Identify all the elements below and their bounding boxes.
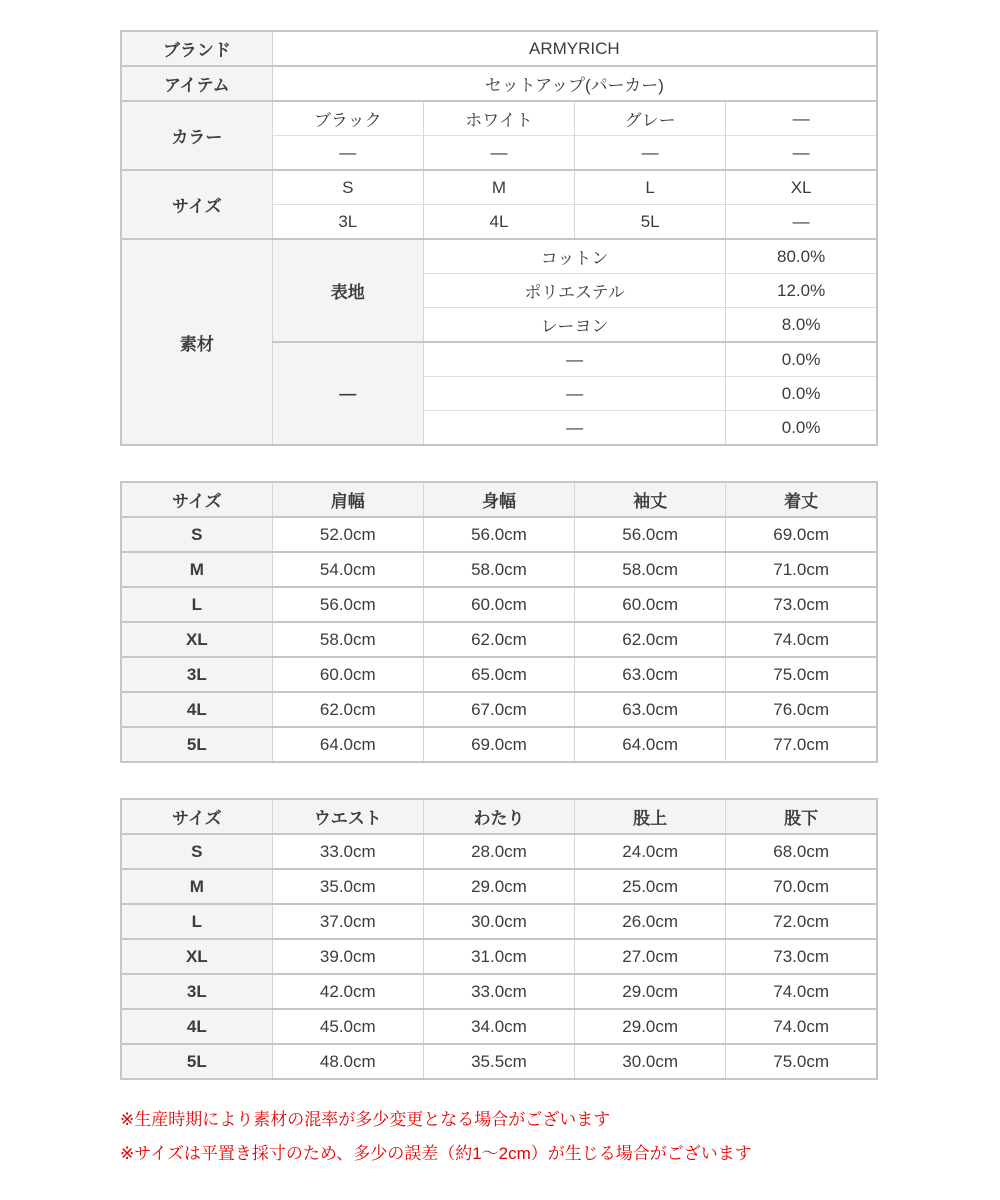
measurement-cell: 58.0cm <box>272 622 423 657</box>
measurement-cell: 62.0cm <box>423 622 574 657</box>
measurement-cell: 33.0cm <box>272 834 423 869</box>
size-row-header: S <box>121 517 272 552</box>
item-label: アイテム <box>121 66 272 101</box>
measurement-cell: 34.0cm <box>423 1009 574 1044</box>
column-header: 肩幅 <box>272 482 423 517</box>
table-row <box>121 1009 877 1044</box>
size-row-header: L <box>121 587 272 622</box>
measurement-cell: 67.0cm <box>423 692 574 727</box>
measurement-cell: 54.0cm <box>272 552 423 587</box>
measurement-cell: 42.0cm <box>272 974 423 1009</box>
measurement-cell: 64.0cm <box>272 727 423 762</box>
measurement-cell: 75.0cm <box>726 657 877 692</box>
measurement-cell: 77.0cm <box>726 727 877 762</box>
measurement-tolerance-note: ※サイズは平置き採寸のため、多少の誤差（約1〜2cm）が生じる場合がございます <box>120 1144 752 1163</box>
brand-value: ARMYRICH <box>272 31 877 66</box>
color-cell: ホワイト <box>423 101 574 136</box>
measurement-cell: 27.0cm <box>575 939 726 974</box>
color-cell: — <box>423 136 574 171</box>
table-row <box>121 657 877 692</box>
measurement-cell: 63.0cm <box>575 692 726 727</box>
table-row <box>121 939 877 974</box>
table-row <box>121 552 877 587</box>
table-row <box>121 517 877 552</box>
size-row-header: L <box>121 904 272 939</box>
table-row <box>121 974 877 1009</box>
table-row <box>121 587 877 622</box>
table-row <box>121 31 877 66</box>
material-name-cell: — <box>423 377 725 411</box>
size-cell: L <box>575 170 726 205</box>
size-label: サイズ <box>121 170 272 239</box>
brand-label: ブランド <box>121 31 272 66</box>
measurement-cell: 29.0cm <box>575 974 726 1009</box>
table-row <box>121 1044 877 1079</box>
material-group-label: 表地 <box>272 239 423 342</box>
measurement-cell: 35.5cm <box>423 1044 574 1079</box>
table-header-row <box>121 482 877 517</box>
size-row-header: M <box>121 869 272 904</box>
size-row-header: 4L <box>121 1009 272 1044</box>
size-row-header: S <box>121 834 272 869</box>
column-header: 着丈 <box>726 482 877 517</box>
size-cell: S <box>272 170 423 205</box>
size-row-header: 4L <box>121 692 272 727</box>
measurement-cell: 64.0cm <box>575 727 726 762</box>
color-cell: — <box>272 136 423 171</box>
measurement-cell: 52.0cm <box>272 517 423 552</box>
measurement-cell: 69.0cm <box>726 517 877 552</box>
item-value: セットアップ(パーカー) <box>272 66 877 101</box>
measurement-cell: 25.0cm <box>575 869 726 904</box>
measurement-cell: 75.0cm <box>726 1044 877 1079</box>
color-cell: — <box>726 101 877 136</box>
measurement-cell: 31.0cm <box>423 939 574 974</box>
measurement-cell: 71.0cm <box>726 552 877 587</box>
size-row-header: M <box>121 552 272 587</box>
table-row <box>121 727 877 762</box>
measurement-cell: 45.0cm <box>272 1009 423 1044</box>
measurement-cell: 70.0cm <box>726 869 877 904</box>
measurement-cell: 58.0cm <box>423 552 574 587</box>
column-header: サイズ <box>121 799 272 834</box>
measurement-cell: 56.0cm <box>575 517 726 552</box>
measurement-cell: 60.0cm <box>423 587 574 622</box>
material-pct-cell: 0.0% <box>726 377 877 411</box>
material-label: 素材 <box>121 239 272 445</box>
material-name-cell: レーヨン <box>423 308 725 343</box>
color-label: カラー <box>121 101 272 170</box>
size-cell: XL <box>726 170 877 205</box>
measurement-cell: 65.0cm <box>423 657 574 692</box>
measurement-cell: 33.0cm <box>423 974 574 1009</box>
measurement-cell: 56.0cm <box>423 517 574 552</box>
measurement-cell: 48.0cm <box>272 1044 423 1079</box>
product-spec-table <box>120 30 878 446</box>
color-cell: ブラック <box>272 101 423 136</box>
column-header: 股下 <box>726 799 877 834</box>
color-cell: — <box>575 136 726 171</box>
size-cell: 5L <box>575 205 726 240</box>
material-name-cell: コットン <box>423 239 725 274</box>
measurement-cell: 69.0cm <box>423 727 574 762</box>
table-row <box>121 904 877 939</box>
measurement-cell: 35.0cm <box>272 869 423 904</box>
size-row-header: 5L <box>121 727 272 762</box>
table-row <box>121 869 877 904</box>
column-header: わたり <box>423 799 574 834</box>
footnotes <box>120 1108 1000 1165</box>
size-cell: — <box>726 205 877 240</box>
table-row <box>121 170 877 205</box>
size-row-header: 3L <box>121 657 272 692</box>
measurement-cell: 63.0cm <box>575 657 726 692</box>
size-row-header: XL <box>121 622 272 657</box>
measurement-cell: 62.0cm <box>575 622 726 657</box>
measurement-cell: 74.0cm <box>726 974 877 1009</box>
size-cell: 4L <box>423 205 574 240</box>
material-mix-note: ※生産時期により素材の混率が多少変更となる場合がございます <box>120 1110 611 1129</box>
color-cell: グレー <box>575 101 726 136</box>
column-header: 袖丈 <box>575 482 726 517</box>
measurement-cell: 29.0cm <box>575 1009 726 1044</box>
column-header: ウエスト <box>272 799 423 834</box>
color-cell: — <box>726 136 877 171</box>
size-row-header: 5L <box>121 1044 272 1079</box>
column-header: 身幅 <box>423 482 574 517</box>
measurement-cell: 24.0cm <box>575 834 726 869</box>
material-pct-cell: 0.0% <box>726 411 877 446</box>
size-row-header: XL <box>121 939 272 974</box>
measurement-cell: 73.0cm <box>726 587 877 622</box>
table-row <box>121 622 877 657</box>
table-row <box>121 239 877 274</box>
measurement-cell: 73.0cm <box>726 939 877 974</box>
measurement-cell: 56.0cm <box>272 587 423 622</box>
measurement-cell: 76.0cm <box>726 692 877 727</box>
measurement-cell: 60.0cm <box>272 657 423 692</box>
column-header: サイズ <box>121 482 272 517</box>
measurement-cell: 30.0cm <box>575 1044 726 1079</box>
bottom-size-table <box>120 798 878 1080</box>
material-pct-cell: 0.0% <box>726 342 877 377</box>
table-row <box>121 101 877 136</box>
table-row <box>121 692 877 727</box>
measurement-cell: 26.0cm <box>575 904 726 939</box>
size-cell: 3L <box>272 205 423 240</box>
top-size-table <box>120 481 878 763</box>
measurement-cell: 72.0cm <box>726 904 877 939</box>
table-row <box>121 66 877 101</box>
material-name-cell: — <box>423 411 725 446</box>
measurement-cell: 39.0cm <box>272 939 423 974</box>
material-name-cell: ポリエステル <box>423 274 725 308</box>
measurement-cell: 58.0cm <box>575 552 726 587</box>
material-pct-cell: 12.0% <box>726 274 877 308</box>
size-row-header: 3L <box>121 974 272 1009</box>
material-group-label: — <box>272 342 423 445</box>
measurement-cell: 62.0cm <box>272 692 423 727</box>
table-header-row <box>121 799 877 834</box>
column-header: 股上 <box>575 799 726 834</box>
material-name-cell: — <box>423 342 725 377</box>
measurement-cell: 37.0cm <box>272 904 423 939</box>
measurement-cell: 60.0cm <box>575 587 726 622</box>
measurement-cell: 30.0cm <box>423 904 574 939</box>
measurement-cell: 68.0cm <box>726 834 877 869</box>
measurement-cell: 74.0cm <box>726 1009 877 1044</box>
material-pct-cell: 80.0% <box>726 239 877 274</box>
table-row <box>121 834 877 869</box>
measurement-cell: 29.0cm <box>423 869 574 904</box>
measurement-cell: 28.0cm <box>423 834 574 869</box>
measurement-cell: 74.0cm <box>726 622 877 657</box>
size-cell: M <box>423 170 574 205</box>
material-pct-cell: 8.0% <box>726 308 877 343</box>
